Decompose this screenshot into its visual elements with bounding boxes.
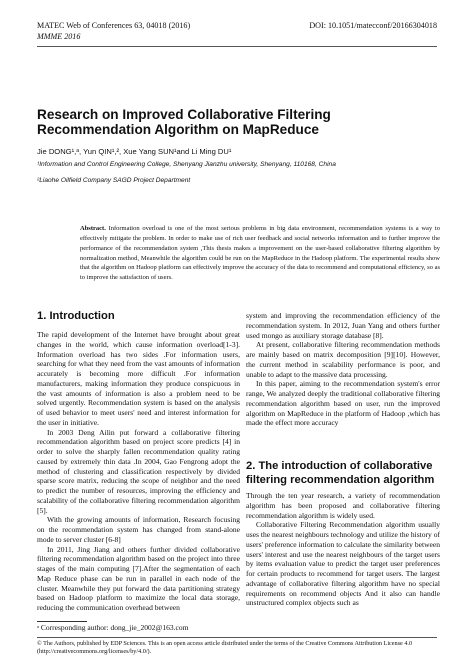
abstract-label: Abstract. bbox=[80, 225, 106, 232]
paper-title: Research on Improved Collaborative Filtering Recommendation Algorithm on MapReduce bbox=[37, 107, 331, 137]
author-list: Jie DONG¹,ᵃ, Yun QIN¹,², Xue Yang SUN¹and Li Ming DU¹ bbox=[37, 147, 232, 156]
doi-link[interactable]: DOI: 10.1051/matecconf/20166304018 bbox=[309, 21, 437, 30]
corresponding-author-footnote: ᵃ Corresponding author: dong_jie_2002@163.com bbox=[37, 623, 189, 632]
section-heading-collaborative-filtering: 2. The introduction of collaborative filtering recommendation algorithm bbox=[246, 460, 435, 486]
journal-citation: MATEC Web of Conferences 63, 04018 (2016) bbox=[37, 21, 191, 30]
header-rule bbox=[37, 46, 437, 47]
paragraph: Through the ten year research, a variety of recommendation algorithm has been proposed and collaborative filtering recommendation algorithm is widely used. bbox=[246, 491, 440, 520]
footnote-rule bbox=[37, 621, 87, 622]
paragraph: In 2003 Deng Ailin put forward a collaborative filtering recommendation algorithm based on project score predicts [4] in order to solve the sharply fallen recommendation quality rating caused by extremely thin data .In 2004, Gao Fengrong adopt the method of clustering and classification respectively by divided sparse score matrix, reducing the scope of neighbor and the need to predict the number of resources, improving the efficiency and scalability of the collaborative filtering recommendation algorithm [5]. bbox=[37, 427, 240, 515]
left-column bbox=[37, 330, 240, 613]
paragraph: At present, collaborative filtering recommendation methods are mainly based on matrix decomposition [9][10]. However, the current method in scalability performance is poor, and unable to adapt to the massive data processing. bbox=[246, 340, 440, 379]
abstract-text: Information overload is one of the most serious problems in big data environment, recommendation systems is a way to effectively mitigate the problem. In order to make use of rich user feedback and social networks information and to further improve the performance of the recommendation system ,This thesis makes a improvement on the user-based collaborative filtering algorithm by normalization method, Meanwhile the algorithm could be run on the MapReduce in the Hadoop platform. The experimental results show that the algorithm on Hadoop platform can effectively improve the accuracy of the data to recommend and computational efficiency, so as to improve the satisfaction of users. bbox=[80, 225, 440, 282]
affiliation-2: ²Liaohe Oilfield Company SAGD Project Department bbox=[37, 177, 191, 184]
paragraph: In 2011, Jing Jiang and others further divided collaborative filtering recommendation algorithm based on the project into three stages of the main computing [7].After the segmentation of each Map Reduce phase can be run in parallel in each node of the cluster. Meanwhile they put forward the data partitioning strategy based on Hadoop platform to maximize the local data storage, reducing the communication overhead between bbox=[37, 544, 240, 612]
right-column bbox=[246, 311, 440, 428]
paragraph: With the growing amounts of information, Research focusing on the recommendation system has changed from stand-alone mode to server cluster [6-8] bbox=[37, 515, 240, 544]
footer-rule bbox=[37, 637, 437, 638]
conference-tag: MMME 2016 bbox=[37, 32, 81, 41]
paragraph: The rapid development of the Internet have brought about great changes in the world, which cause information overload[1-3]. Information overload has two sides .For information users, searching for what they need from the vast amounts of information accurately is becoming more difficult .For information manufacturers, making information they produce conspicuous in the vast amounts of information is also a problem need to be solved urgently. Recommendation system is based on the analysis of used behavior to meet users' need and interest information for the user in initiative. bbox=[37, 330, 240, 427]
right-column-section-2 bbox=[246, 491, 440, 608]
paragraph: system and improving the recommendation efficiency of the recommendation system. In 2012, Juan Yang and others further used mongo as auxiliary storage database [8]. bbox=[246, 311, 440, 340]
section-heading-introduction: 1. Introduction bbox=[37, 310, 115, 322]
license-notice: © The Authors, published by EDP Sciences. This is an open access article distributed under the terms of the Creative Commons Attribution License 4.0 (http://creativecommons.org/licenses/by/4.0/). bbox=[37, 640, 413, 655]
paragraph: Collaborative Filtering Recommendation algorithm usually uses the nearest neighbours technology and utilize the history of users' preference information to calculate the similarity between users' interest and use the nearest neighbours of the target users by items evaluation value to predict the target user preferences for certain products to recommend for target users. The largest advantage of collaborative filtering algorithm have no special requirements on recommend objects And it also can handle unstructured complex objects such as bbox=[246, 520, 440, 608]
paragraph: In this paper, aiming to the recommendation system's error range, We analyzed deeply the traditional collaborative filtering recommendation algorithm based on user, run the improved algorithm on MapReduce in the platform of Hadoop ,which has made the effect more accuracy bbox=[246, 379, 440, 428]
affiliation-1: ¹Information and Control Engineering College, Shenyang Jianzhu university, Shenyang, 110168, China bbox=[37, 161, 336, 168]
abstract bbox=[80, 224, 440, 283]
